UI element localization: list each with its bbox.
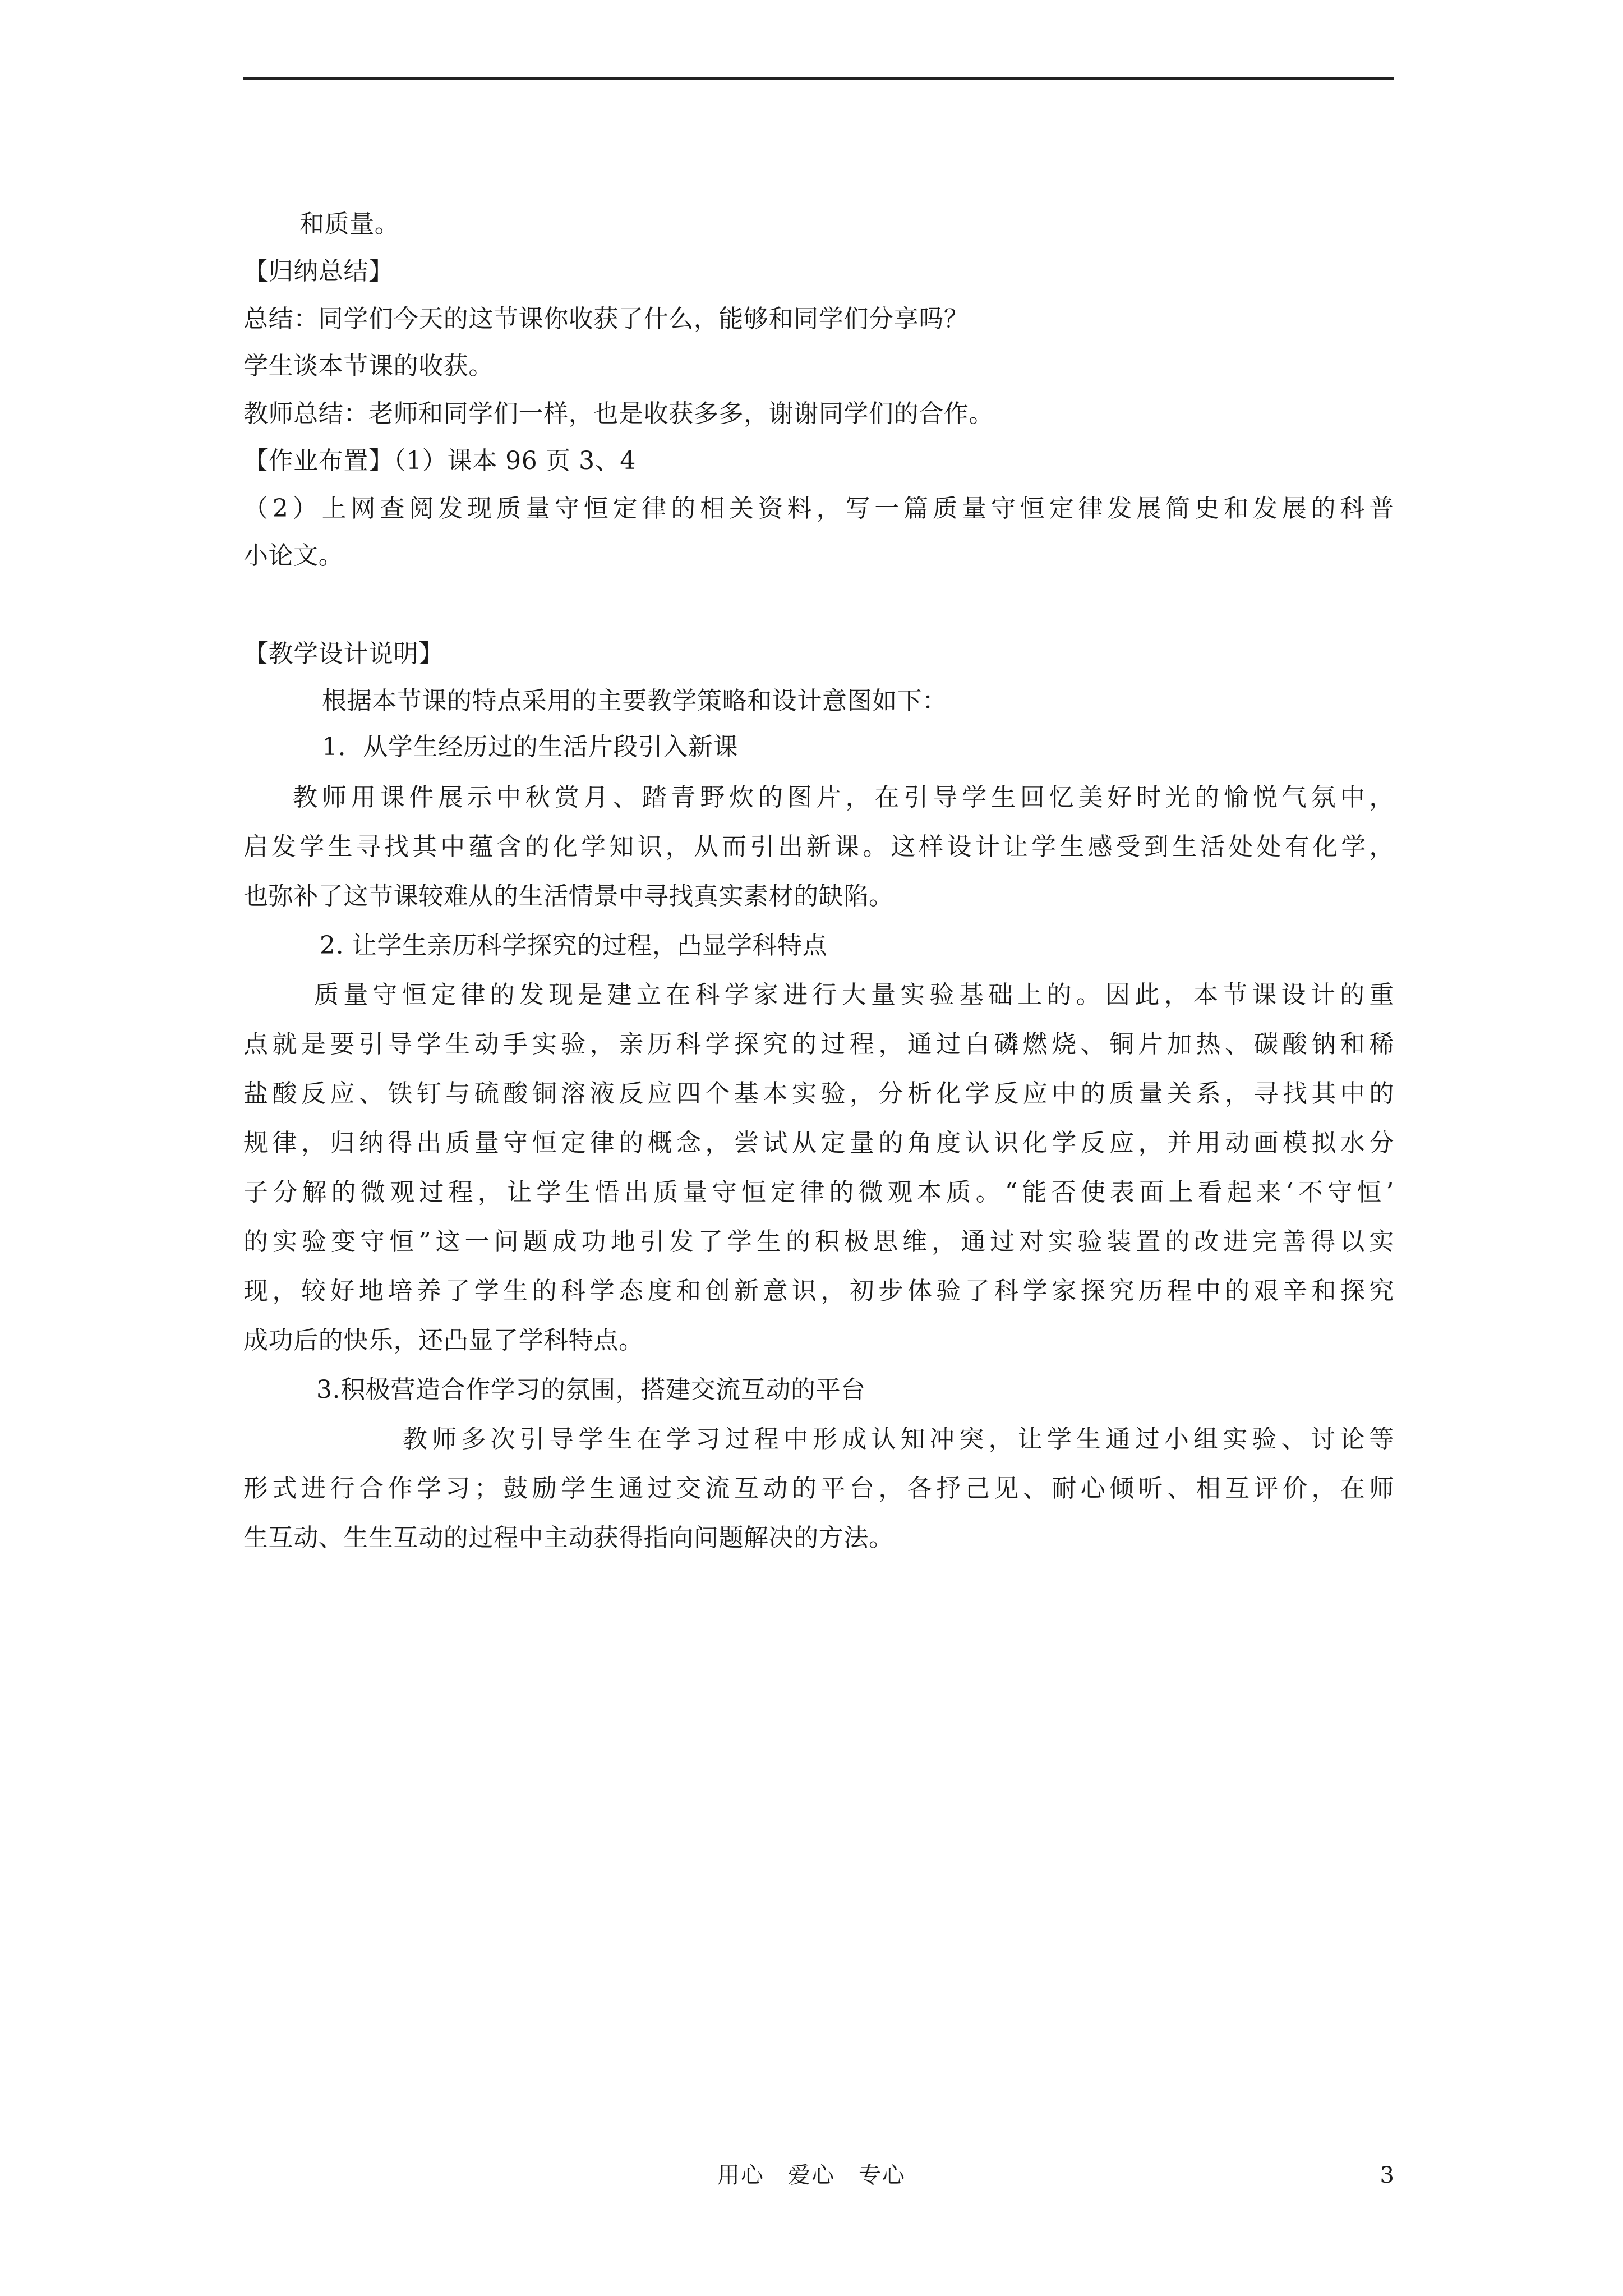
page-number: 3 [1380,2162,1394,2188]
header-rule [243,77,1394,80]
text-line-13: 启发学生寻找其中蕴含的化学知识，从而引出新课。这样设计让学生感受到生活处处有化学， [243,832,1394,861]
text-line-16: 质量守恒定律的发现是建立在科学家进行大量实验基础上的。因此，本节课设计的重 [314,981,1394,1009]
text-line-18: 盐酸反应、铁钉与硫酸铜溶液反应四个基本实验，分析化学反应中的质量关系，寻找其中的 [243,1079,1394,1108]
section-heading-summary: 【归纳总结】 [243,257,394,286]
text-line-22: 现，较好地培养了学生的科学态度和创新意识，初步体验了科学家探究历程中的艰辛和探究 [243,1277,1394,1305]
text-line-20: 子分解的微观过程，让学生悟出质量守恒定律的微观本质。“能否使表面上看起来‘不守恒’ [243,1178,1394,1207]
text-line-21: 的实验变守恒”这一问题成功地引发了学生的积极思维，通过对实验装置的改进完善得以实 [243,1227,1394,1256]
text-line-1: 和质量。 [299,210,400,238]
text-line-4: 学生谈本节课的收获。 [243,352,494,380]
subheading-2: 2. 让学生亲历科学探究的过程，凸显学科特点 [320,931,828,960]
text-line-12: 教师用课件展示中秋赏月、踏青野炊的图片，在引导学生回忆美好时光的愉悦气氛中， [293,783,1394,812]
text-line-3: 总结：同学们今天的这节课你收获了什么，能够和同学们分享吗？ [243,305,969,333]
text-line-10: 根据本节课的特点采用的主要教学策略和设计意图如下： [322,687,947,715]
text-line-8: 小论文。 [243,541,344,570]
text-line-7: （2）上网查阅发现质量守恒定律的相关资料，写一篇质量守恒定律发展简史和发展的科普 [243,494,1394,523]
footer-motto: 用心 爱心 专心 [717,2162,906,2188]
subheading-1: 1．从学生经历过的生活片段引入新课 [322,733,739,761]
text-line-19: 规律，归纳得出质量守恒定律的概念，尝试从定量的角度认识化学反应，并用动画模拟水分 [243,1129,1394,1157]
text-line-25: 教师多次引导学生在学习过程中形成认知冲突，让学生通过小组实验、讨论等 [403,1425,1394,1453]
section-heading-homework: 【作业布置】（1）课本 96 页 3、4 [243,447,636,475]
section-heading-design: 【教学设计说明】 [243,639,444,668]
text-line-23: 成功后的快乐，还凸显了学科特点。 [243,1326,644,1355]
text-line-17: 点就是要引导学生动手实验，亲历科学探究的过程，通过白磷燃烧、铜片加热、碳酸钠和稀 [243,1030,1394,1059]
subheading-3: 3.积极营造合作学习的氛围，搭建交流互动的平台 [316,1375,866,1404]
text-line-27: 生互动、生生互动的过程中主动获得指向问题解决的方法。 [243,1524,894,1552]
text-line-14: 也弥补了这节课较难从的生活情景中寻找真实素材的缺陷。 [243,882,894,910]
text-line-26: 形式进行合作学习；鼓励学生通过交流互动的平台，各抒己见、耐心倾听、相互评价，在师 [243,1474,1394,1503]
text-line-5: 教师总结：老师和同学们一样，也是收获多多，谢谢同学们的合作。 [243,399,994,428]
